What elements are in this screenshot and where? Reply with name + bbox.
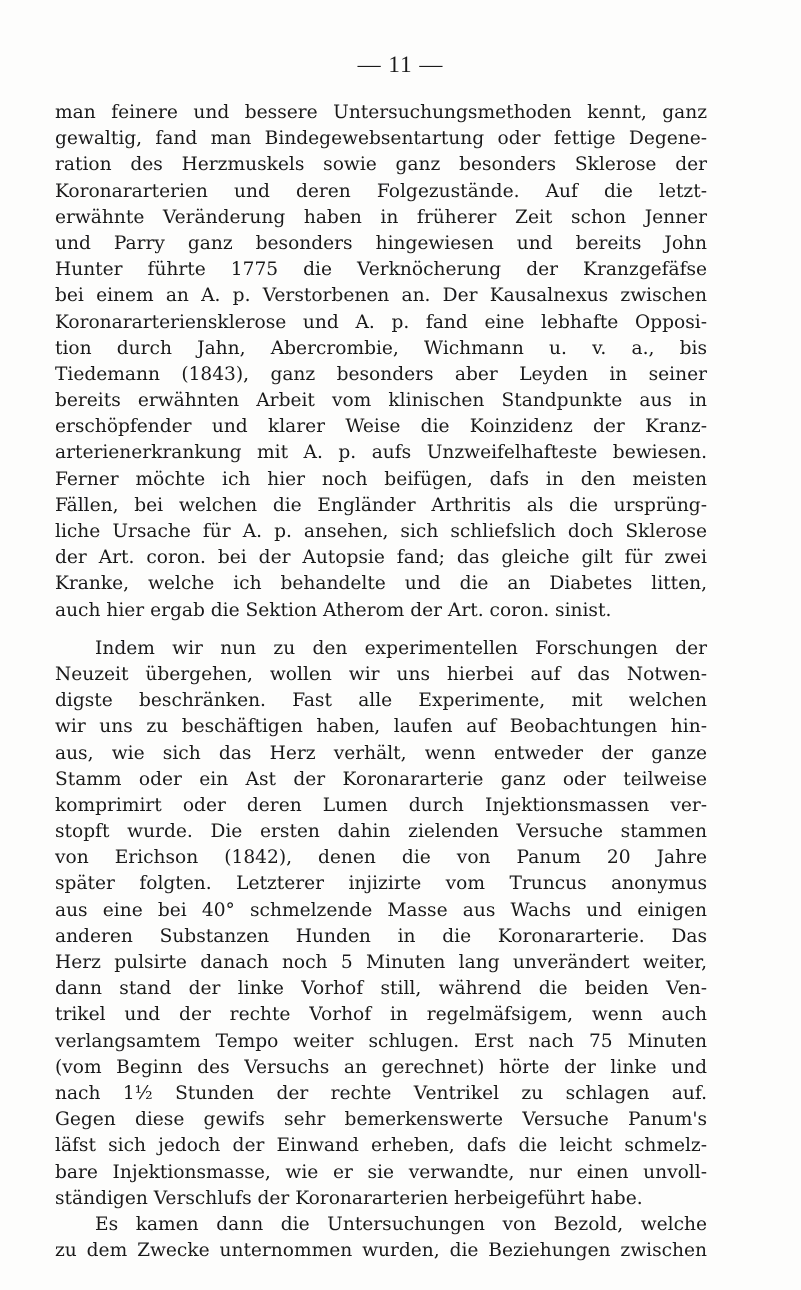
text-line: bereits erwähnten Arbeit vom klinischen Standpunkte aus in <box>55 390 707 412</box>
text-line: zu dem Zwecke unternommen wurden, die Beziehungen zwischen <box>55 1240 707 1262</box>
text-line: ration des Herzmuskels sowie ganz besonders Sklerose der <box>55 154 707 176</box>
text-line: Koronararteriensklerose und A. p. fand eine lebhafte Opposi- <box>55 311 707 333</box>
text-line: auch hier ergab die Sektion Atherom der Art. coron. sinist. <box>55 599 612 621</box>
text-line: Kranke, welche ich behandelte und die an Diabetes litten, <box>55 573 707 595</box>
text-line: Gegen diese gewifs sehr bemerkenswerte Versuche Panum's <box>55 1109 707 1131</box>
text-line: von Erichson (1842), denen die von Panum 20 Jahre <box>55 847 707 869</box>
paragraph-2 <box>55 636 707 1212</box>
text-line: ständigen Verschlufs der Koronararterien herbeigeführt habe. <box>55 1187 643 1209</box>
text-line: Tiedemann (1843), ganz besonders aber Leyden in seiner <box>55 363 707 385</box>
text-line: stopft wurde. Die ersten dahin zielenden Versuche stammen <box>55 821 707 843</box>
page-number: — 11 — <box>357 52 444 77</box>
text-line: läfst sich jedoch der Einwand erheben, dafs die leicht schmelz- <box>55 1135 707 1157</box>
text-line: wir uns zu beschäftigen haben, laufen auf Beobachtungen hin- <box>55 716 707 738</box>
text-line: komprimirt oder deren Lumen durch Injektionsmassen ver- <box>55 794 707 816</box>
text-line: bare Injektionsmasse, wie er sie verwandte, nur einen unvoll- <box>55 1161 707 1183</box>
paragraph-gap <box>55 624 707 636</box>
text-line: Herz pulsirte danach noch 5 Minuten lang unverändert weiter, <box>55 952 707 973</box>
text-line: digste beschränken. Fast alle Experimente, mit welchen <box>55 690 707 712</box>
text-line: trikel und der rechte Vorhof in regelmäfsigem, wenn auch <box>55 1004 707 1026</box>
text-line: erwähnte Veränderung haben in früherer Zeit schon Jenner <box>55 206 707 228</box>
text-line: man feinere und bessere Untersuchungsmethoden kennt, ganz <box>55 102 707 123</box>
text-line: (vom Beginn des Versuchs an gerechnet) hörte der linke und <box>55 1056 707 1078</box>
text-line: Es kamen dann die Untersuchungen von Bezold, welche <box>95 1213 707 1235</box>
text-line: der Art. coron. bei der Autopsie fand; das gleiche gilt für zwei <box>55 547 707 569</box>
text-line: und Parry ganz besonders hingewiesen und bereits John <box>55 232 707 254</box>
text-line: Ferner möchte ich hier noch beifügen, dafs in den meisten <box>55 468 707 490</box>
text-line: Koronararterien und deren Folgezustände. Auf die letzt- <box>55 180 707 202</box>
text-line: nach 1½ Stunden der rechte Ventrikel zu schlagen auf. <box>55 1082 707 1104</box>
paragraph-3 <box>55 1212 707 1264</box>
text-line: gewaltig, fand man Bindegewebsentartung oder fettige Degene- <box>55 128 707 150</box>
text-line: aus eine bei 40° schmelzende Masse aus Wachs und einigen <box>55 899 707 921</box>
text-line: aus, wie sich das Herz verhält, wenn entweder der ganze <box>55 742 707 764</box>
text-line: bei einem an A. p. Verstorbenen an. Der Kausalnexus zwischen <box>55 285 707 307</box>
text-line: Hunter führte 1775 die Verknöcherung der Kranzgefäfse <box>55 259 707 281</box>
text-line: tion durch Jahn, Abercrombie, Wichmann u. v. a., bis <box>55 337 707 359</box>
paragraph-1 <box>55 100 707 624</box>
text-line: liche Ursache für A. p. ansehen, sich schliefslich doch Sklerose <box>55 521 707 542</box>
text-line: verlangsamtem Tempo weiter schlugen. Erst nach 75 Minuten <box>55 1030 707 1052</box>
text-line: Stamm oder ein Ast der Koronararterie ganz oder teilweise <box>55 768 707 790</box>
text-line: später folgten. Letzterer injizirte vom Truncus anonymus <box>55 873 707 895</box>
text-line: arterienerkrankung mit A. p. aufs Unzweifelhafteste bewiesen. <box>55 442 707 464</box>
text-line: Fällen, bei welchen die Engländer Arthritis als die ursprüng- <box>55 494 707 516</box>
text-line: Neuzeit übergehen, wollen wir uns hierbei auf das Notwen- <box>55 663 707 685</box>
body-text <box>55 100 707 1264</box>
text-line: dann stand der linke Vorhof still, während die beiden Ven- <box>55 978 707 1000</box>
text-line: anderen Substanzen Hunden in die Koronararterie. Das <box>55 925 707 947</box>
text-line: Indem wir nun zu den experimentellen Forschungen der <box>95 637 707 659</box>
text-line: erschöpfender und klarer Weise die Koinzidenz der Kranz- <box>55 416 707 438</box>
